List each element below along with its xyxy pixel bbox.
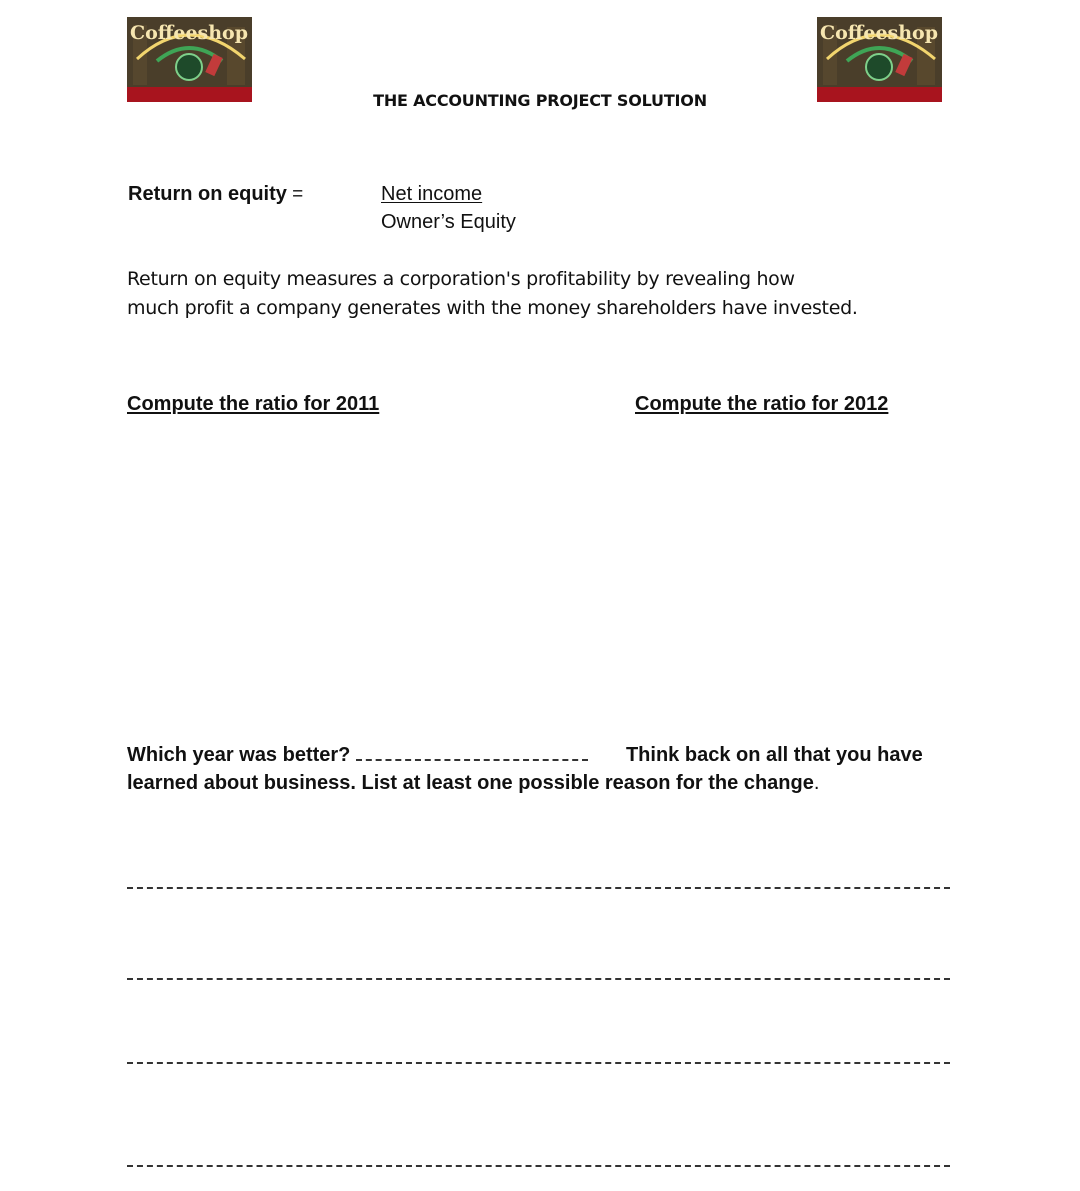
coffeeshop-neon-sign-icon (127, 17, 252, 102)
coffeeshop-neon-sign-icon (817, 17, 942, 102)
coffeeshop-logo-left (127, 17, 252, 102)
question-period: . (813, 772, 820, 794)
question-prompt: Which year was better? (127, 744, 351, 766)
coffeeshop-logo-right (817, 17, 942, 102)
formula-denominator: Owner’s Equity (381, 211, 516, 233)
logo-text: Coffeeshop (819, 22, 939, 44)
better-year-blank[interactable] (356, 739, 588, 761)
question-block (127, 739, 927, 797)
formula-term (128, 183, 303, 206)
answer-line-1[interactable] (127, 887, 950, 889)
formula-term-label: Return on equity (128, 183, 287, 205)
ratio-description (127, 265, 927, 323)
question-follow-up-1: Think back on all that you (625, 744, 872, 766)
formula-numerator: Net income (381, 183, 483, 205)
description-line-2: much profit a company generates with the money shareholders have invested. (127, 297, 858, 319)
page-title: THE ACCOUNTING PROJECT SOLUTION (373, 91, 707, 110)
compute-heading-2011: Compute the ratio for 2011 (127, 393, 380, 415)
answer-line-3[interactable] (127, 1062, 950, 1064)
description-line-1: Return on equity measures a corporation's profitability by revealing how (127, 268, 795, 290)
logo-text: Coffeeshop (129, 22, 249, 44)
formula-equals: = (286, 184, 304, 205)
compute-heading-2012: Compute the ratio for 2012 (635, 393, 889, 415)
question-follow-up-2: have learned about business. List at least one possible reason for the change (127, 744, 923, 794)
answer-line-4[interactable] (127, 1165, 950, 1167)
answer-line-2[interactable] (127, 978, 950, 980)
